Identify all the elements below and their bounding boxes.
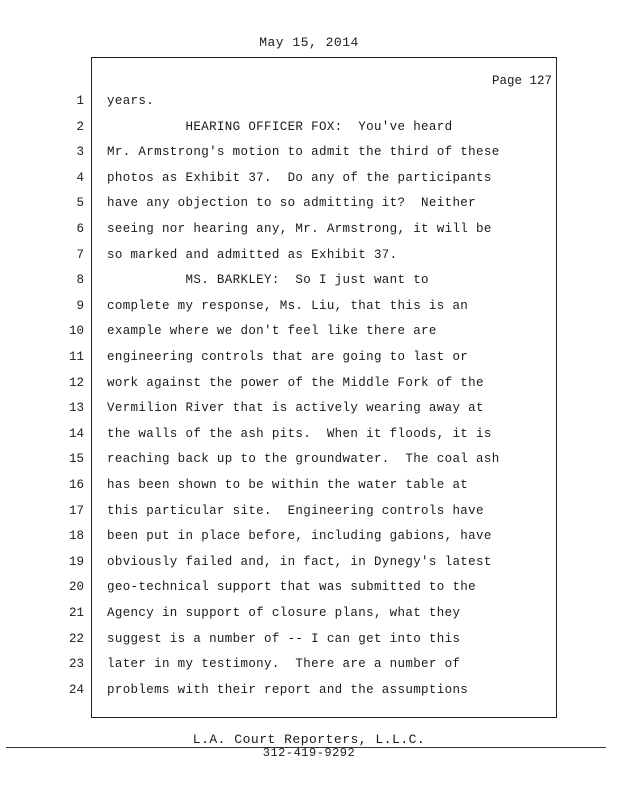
line-number: 2 (76, 119, 84, 134)
transcript-line (0, 350, 618, 370)
line-text: so marked and admitted as Exhibit 37. (107, 247, 398, 262)
transcript-line (0, 94, 618, 114)
footer-company: L.A. Court Reporters, L.L.C. (192, 732, 426, 747)
line-text: have any objection to so admitting it? Neither (107, 196, 477, 211)
line-number: 21 (68, 606, 84, 620)
line-text: years. (107, 94, 155, 108)
line-text: geo-technical support that was submitted to the (107, 580, 477, 595)
line-text: reaching back up to the groundwater. The coal ash (107, 452, 500, 467)
line-number: 13 (68, 401, 84, 416)
line-number: 1 (76, 94, 84, 108)
line-number: 7 (76, 247, 84, 262)
transcript-line (0, 145, 618, 165)
line-text: example where we don't feel like there are (107, 324, 437, 339)
transcript-line (0, 580, 618, 600)
line-text: Vermilion River that is actively wearing away at (107, 401, 484, 416)
line-number: 24 (68, 682, 84, 697)
line-text: this particular site. Engineering controls have (107, 503, 484, 518)
transcript-line (0, 427, 618, 447)
transcript-line (0, 683, 618, 703)
transcript-line (0, 529, 618, 549)
line-text: later in my testimony. There are a number of (107, 657, 461, 672)
line-number: 16 (68, 478, 84, 492)
line-number: 15 (68, 452, 84, 467)
line-text: HEARING OFFICER FOX: You've heard (107, 119, 453, 134)
line-text: obviously failed and, in fact, in Dynegy's latest (107, 554, 492, 569)
line-text: MS. BARKLEY: So I just want to (107, 273, 429, 288)
transcript-line (0, 452, 618, 472)
line-number: 6 (76, 222, 84, 236)
transcript-line (0, 657, 618, 677)
line-number: 8 (76, 273, 84, 288)
page-number-label: Page 127 (491, 74, 552, 88)
transcript-line (0, 632, 618, 652)
transcript-line (0, 196, 618, 216)
line-number: 14 (68, 426, 84, 441)
transcript-line (0, 273, 618, 293)
transcript-date: May 15, 2014 (259, 35, 359, 50)
transcript-line (0, 504, 618, 524)
transcript-line (0, 299, 618, 319)
transcript-line (0, 376, 618, 396)
line-text: has been shown to be within the water table at (107, 478, 469, 492)
transcript-line (0, 171, 618, 191)
transcript-line (0, 248, 618, 268)
line-number: 9 (76, 298, 84, 313)
line-number: 5 (76, 196, 84, 211)
line-number: 18 (68, 529, 84, 544)
line-text: problems with their report and the assumptions (107, 682, 469, 697)
transcript-line (0, 478, 618, 498)
line-number: 20 (68, 580, 84, 595)
line-number: 3 (76, 145, 84, 160)
line-text: suggest is a number of -- I can get into this (107, 631, 461, 646)
line-text: engineering controls that are going to last or (107, 350, 469, 364)
transcript-line (0, 606, 618, 626)
transcript-line (0, 401, 618, 421)
line-text: seeing nor hearing any, Mr. Armstrong, it will be (107, 222, 492, 236)
line-text: work against the power of the Middle Fork of the (107, 375, 484, 390)
line-text: the walls of the ash pits. When it floods, it is (107, 426, 492, 441)
line-number: 12 (68, 375, 84, 390)
transcript-line (0, 324, 618, 344)
line-number: 22 (68, 631, 84, 646)
line-text: photos as Exhibit 37. Do any of the participants (107, 170, 492, 185)
footer-phone: 312-419-9292 (262, 746, 356, 760)
line-number: 23 (68, 657, 84, 672)
transcript-line (0, 222, 618, 242)
transcript-line (0, 555, 618, 575)
line-text: been put in place before, including gabions, have (107, 529, 492, 544)
line-number: 19 (68, 554, 84, 569)
line-number: 17 (68, 503, 84, 518)
line-number: 10 (68, 324, 84, 339)
line-text: Agency in support of closure plans, what they (107, 606, 461, 620)
line-text: complete my response, Ms. Liu, that this is an (107, 298, 469, 313)
line-number: 4 (76, 170, 84, 185)
transcript-line (0, 120, 618, 140)
line-number: 11 (68, 350, 84, 364)
line-text: Mr. Armstrong's motion to admit the third of these (107, 145, 500, 160)
